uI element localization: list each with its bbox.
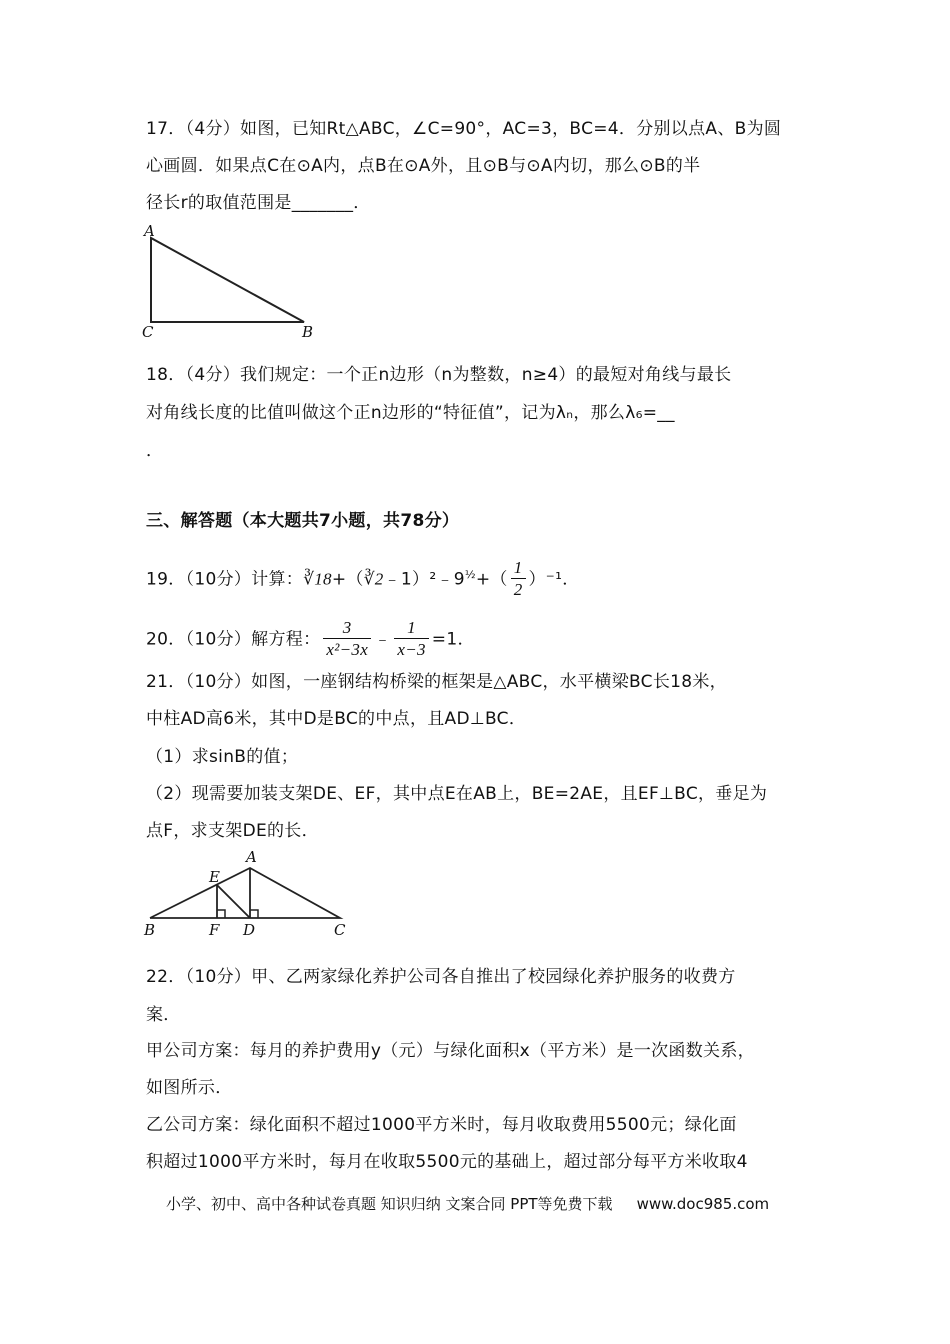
q20-fraction-1-numerator: 3 [323,618,371,639]
q17-label-b: B [302,323,314,341]
q22-line-5: 乙公司方案：绿化面积不超过1000平方米时，每月收取费用5500元；绿化面 [146,1115,737,1135]
q21-line-2: 中柱AD高6米，其中D是BC的中点，且AD⊥BC． [146,709,527,729]
q17-line-2: 心画圆．如果点C在⊙A内，点B在⊙A外，且⊙B与⊙A内切，那么⊙B的半 [146,156,701,176]
footer-text: 小学、初中、高中各种试卷真题 知识归纳 文案合同 PPT等免费下载 [166,1195,613,1213]
q19-fraction-denominator: 2 [513,580,523,599]
q21-label-e: E [209,868,220,886]
q21-line-1: 21．（10分）如图，一座钢结构桥梁的框架是△ABC，水平横梁BC长18米， [146,672,727,692]
page-footer [166,1193,769,1214]
q19-exponent: ½ [464,567,476,581]
q17-line-1: 17．（4分）如图，已知Rt△ABC，∠C=90°，AC=3，BC=4．分别以点A、B为圆 [146,119,782,139]
q20-fraction-2 [394,618,428,661]
q17-label-a: A [144,222,155,240]
q19-plus-1: +（ [331,569,364,590]
q19-root-18: ∛18 [303,569,332,589]
q21-line-5: 点F，求支架DE的长． [146,821,319,841]
q21-label-a: A [246,848,257,866]
q20-fraction-1-denominator: x²−3x [326,640,369,659]
q21-label-c: C [334,921,346,939]
q21-line-4: （2）现需要加装支架DE、EF，其中点E在AB上，BE=2AE，且EF⊥BC，垂足为 [146,784,768,804]
q19-root-2: ∛2 [363,569,384,589]
q17-label-c: C [142,323,154,341]
q19-tail: ）⁻¹． [528,569,580,590]
q20-fraction-1 [323,618,371,661]
q19-prefix: 19．（10分）计算： [146,569,304,590]
q20-tail: =1． [431,629,475,650]
q18-line-1: 18．（4分）我们规定：一个正n边形（n为整数，n≥4）的最短对角线与最长 [146,365,732,385]
q22-line-1: 22．（10分）甲、乙两家绿化养护公司各自推出了校园绿化养护服务的收费方 [146,967,736,987]
q17-line-3: 径长r的取值范围是_______． [146,193,371,213]
q20-fraction-2-denominator: x−3 [397,640,426,659]
q18-line-3: ． [146,441,164,461]
q22-line-3: 甲公司方案：每月的养护费用y（元）与绿化面积x（平方米）是一次函数关系， [146,1041,755,1061]
q19-middle: ﹣1）²﹣9 [383,569,465,590]
q20-line [146,618,475,661]
q20-minus: ﹣ [374,629,392,650]
q22-line-2: 案． [146,1005,181,1025]
q21-label-d: D [243,921,256,939]
q19-fraction [511,558,526,601]
q18-line-2: 对角线长度的比值叫做这个正n边形的“特征值”，记为λₙ，那么λ₆=__ [146,403,675,423]
q22-line-6: 积超过1000平方米时，每月在收取5500元的基础上，超过部分每平方米收取4 [146,1152,748,1172]
q19-line [146,558,580,601]
q19-plus-2: +（ [475,569,508,590]
q19-fraction-numerator: 1 [511,558,526,579]
q22-line-4: 如图所示． [146,1078,233,1098]
q21-label-b: B [144,921,156,939]
section-3-heading: 三、解答题（本大题共7小题，共78分） [146,511,460,531]
q20-fraction-2-numerator: 1 [394,618,428,639]
q21-label-f: F [209,921,220,939]
footer-url: www.doc985.com [636,1195,770,1213]
q21-line-3: （1）求sinB的值； [146,747,299,767]
q20-prefix: 20．（10分）解方程： [146,629,321,650]
